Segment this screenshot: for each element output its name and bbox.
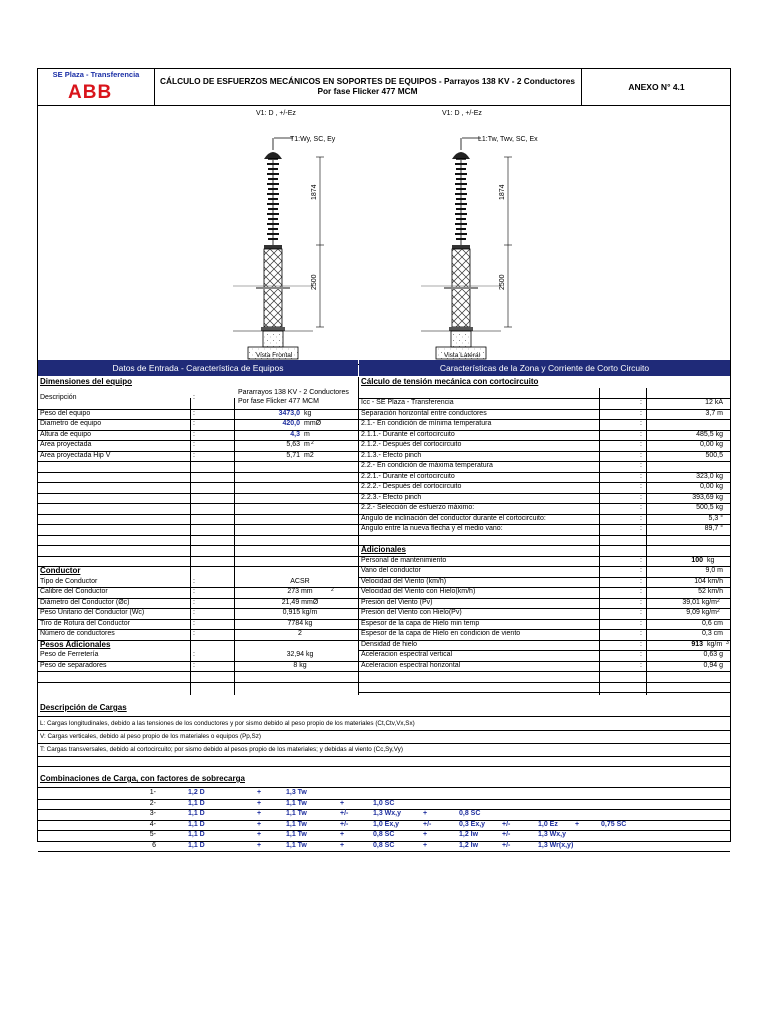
row-tipo: Tipo de Conductor : ACSR <box>38 577 358 589</box>
superscript: 2 <box>717 597 720 604</box>
combo-operator: + <box>575 820 580 828</box>
superscript: 2 <box>717 608 720 614</box>
adic-row: Presión del Viento con Hielo(Pv) : 9,09 kg/m 2 <box>359 608 730 620</box>
combo-term: 1,3 Wr(x,y) <box>538 841 574 849</box>
lateral-dim-insulator: 1874 <box>499 184 506 200</box>
calc-row: 2.1.- En condición de mínima temperatura : <box>359 419 730 431</box>
front-dim-insulator: 1874 <box>311 184 318 200</box>
adic-row: Espesor de la capa de Hielo min temp : 0,6 cm <box>359 619 730 631</box>
pesos-section-title: Pesos Adicionales <box>40 639 111 649</box>
title-line-2: Por fase Flicker 477 MCM <box>317 86 418 96</box>
combo-number: 6 <box>152 841 156 849</box>
logo-cell <box>38 69 155 105</box>
lateral-longitudinal-load-label: L1:Tw, Twv, SC, Ex <box>478 136 538 143</box>
combo-number: 1- <box>149 789 156 796</box>
combo-term: 1,1 D <box>188 820 205 828</box>
row-area: Area proyectada : 5,63 m 2 <box>38 440 358 452</box>
combo-term: 1,1 Tw <box>286 799 307 807</box>
divider <box>38 851 730 852</box>
front-dim-structure: 2500 <box>311 274 318 290</box>
front-view <box>233 138 324 359</box>
combo-operator: + <box>340 841 345 849</box>
empty-row <box>359 682 730 694</box>
calc-row: Icc - SE Plaza - Transferencia : 12 kA <box>359 398 730 410</box>
combo-number: 3- <box>149 810 156 817</box>
adic-row: Velocidad del Viento (km/h) : 104 km/h <box>359 577 730 589</box>
combo-operator: +/- <box>340 820 349 828</box>
adic-row: Aceleracion espectral horizontal : 0,94 g <box>359 661 730 673</box>
combo-term: 0,8 SC <box>373 841 395 849</box>
title-line-1: CÁLCULO DE ESFUERZOS MECÁNICOS EN SOPORTES DE EQUIPOS - Parrayos 138 KV - 2 Conductores <box>160 76 575 86</box>
combo-term: 1,0 Ex,y <box>373 820 400 828</box>
adic-row: Vano del conductor : 9,0 m <box>359 566 730 578</box>
calc-row: Angulo de inclinación del conductor durante el cortocircuito: : 5,3 ° <box>359 514 730 526</box>
adic-row: Densidad de hielo : 913 kg/m 3 <box>359 640 730 652</box>
combo-term: 1,1 Tw <box>286 831 307 838</box>
cargas-l: L: Cargas longitudinales, debido a las tensiones de los conductores y por sismo debido al peso propio de los materiales (Ct,Ctv,Vx,Sx) <box>40 720 415 727</box>
combo-term: 1,1 D <box>188 831 205 838</box>
combo-operator: + <box>423 831 428 838</box>
row-diam: Diametro de equipo : 420,0 mmØ <box>38 419 358 431</box>
row-ferr: Peso de Ferretería : 32,94 kg <box>38 650 358 662</box>
superscript: 2 <box>331 587 334 593</box>
combo-operator: +/- <box>340 810 349 817</box>
input-data-bar: Datos de Entrada - Característica de Equipos <box>38 360 358 376</box>
combo-number: 2- <box>149 799 156 807</box>
row-area2: Area proyectada Hip V : 5,71 m2 <box>38 451 358 463</box>
lateral-vertical-load-label: V1: D , +/-Ez <box>442 110 482 117</box>
cargas-t: T: Cargas transversales, debido al cortocircuito; por sismo debido al pesos propio de los materiales; y debidas al viento (Cc,Sy,Vy) <box>40 746 403 753</box>
row-sep: Peso de separadores : 8 kg <box>38 661 358 673</box>
combo-term: 0,3 Ex,y <box>459 820 486 828</box>
combos-title-row: Combinaciones de Carga, con factores de sobrecarga <box>40 774 245 783</box>
combo-operator: + <box>340 799 345 807</box>
combo-number: 5- <box>149 831 156 838</box>
front-transverse-load-label: T1:Wy, SC, Ey <box>290 136 336 143</box>
combo-operator: + <box>423 841 428 849</box>
combo-operator: +/- <box>502 820 511 828</box>
front-view-caption: Vista Frontal <box>256 352 293 359</box>
combo-operator: + <box>257 820 262 828</box>
row-pu: Peso Unitario del Conductor (Wc) : 0,915 kg/m <box>38 608 358 620</box>
dim-section-title: Dimensiones del equipo <box>40 377 133 386</box>
header <box>38 69 730 106</box>
conductor-section-title: Conductor <box>40 566 81 575</box>
calculation-sheet <box>37 68 731 849</box>
calc-row: 2.2.3.- Efecto pinch : 393,69 kg <box>359 493 730 505</box>
combo-operator: + <box>257 789 262 796</box>
adic-row: Aceleracion espectral vertical : 0,63 g <box>359 650 730 662</box>
combo-term: 1,2 Iw <box>459 841 479 849</box>
zone-data-bar: Características de la Zona y Corriente de Corto Circuito <box>359 360 730 376</box>
combo-operator: +/- <box>502 831 511 838</box>
combo-term: 0,8 SC <box>373 831 395 838</box>
combo-number: 4- <box>149 820 156 828</box>
combo-term: 1,2 Iw <box>459 831 479 838</box>
row-cal: Calibre del Conductor : 273 mm 2 <box>38 587 358 599</box>
annex-number: ANEXO N° 4.1 <box>628 82 685 92</box>
abb-logo: ABB <box>68 82 113 103</box>
calc-section-title: Cálculo de tensión mecánica con cortocircuito <box>359 388 730 400</box>
combo-term: 0,8 SC <box>459 810 481 817</box>
lateral-view-caption: Vista Lateral <box>444 352 481 359</box>
calc-row: 2.1.1.- Durante el cortocircuito : 485,5 kg <box>359 430 730 442</box>
combo-operator: +/- <box>502 841 511 849</box>
site-subtitle: SE Plaza - Transferencia <box>52 70 140 79</box>
document-title <box>154 69 582 105</box>
row-num: Número de conductores : 2 <box>38 629 358 641</box>
combo-operator: + <box>340 831 345 838</box>
combo-term: 1,3 Wx,y <box>538 831 567 838</box>
front-vertical-load-label: V1: D , +/-Ez <box>256 110 296 117</box>
combo-term: 1,3 Wx,y <box>373 810 402 817</box>
calc-row: 2.2.- Selección de esfuerzo máximo: : 500,5 kg <box>359 503 730 515</box>
row-peso: Peso del equipo : 3473,0 kg <box>38 409 358 421</box>
combo-operator: + <box>257 841 262 849</box>
combo-term: 1,2 D <box>188 789 205 796</box>
combo-term: 1,1 D <box>188 841 205 849</box>
calc-row: 2.1.3.- Efecto pinch : 500,5 <box>359 451 730 463</box>
combo-operator: + <box>257 810 262 817</box>
combo-operator: + <box>257 831 262 838</box>
adic-row: Personal de mantenimiento : 100 kg <box>359 556 730 568</box>
calc-row: 2.2.1.- Durante el cortocircuito : 323,0 kg <box>359 472 730 484</box>
combo-term: 1,1 Tw <box>286 810 307 817</box>
desc-row: Descripción : Pararrayos 138 KV - 2 Conductores Por fase Flicker 477 MCM <box>38 388 358 410</box>
lateral-dim-structure: 2500 <box>499 274 506 290</box>
combo-term: 1,1 D <box>188 810 205 817</box>
adic-row: Presión del Viento (Pv) : 39,01 kg/m 2 <box>359 598 730 610</box>
combo-operator: + <box>423 810 428 817</box>
empty-row <box>38 671 358 683</box>
combo-term: 1,1 Tw <box>286 841 307 849</box>
row-tiro: Tiro de Rotura del Conductor : 7784 kg <box>38 619 358 631</box>
cargas-v: V: Cargas verticales, debido al peso propio de los materiales o equipos (Pp,Sz) <box>40 733 261 740</box>
lateral-view <box>421 138 512 359</box>
cargas-title-row: Descripción de Cargas <box>40 703 127 712</box>
combo-term: 1,3 Tw <box>286 789 307 796</box>
equipment-drawing <box>38 105 730 365</box>
adic-row: Velocidad del Viento con Hielo(km/h) : 52 km/h <box>359 587 730 599</box>
combo-term: 1,1 Tw <box>286 820 307 828</box>
superscript: 2 <box>311 440 314 446</box>
calc-row: Separación horizontal entre conductores : 3,7 m <box>359 409 730 421</box>
adic-section-title: Adicionales <box>359 545 730 557</box>
calc-row: 2.2.2.- Después del cortocircuito : 0,00 kg <box>359 482 730 494</box>
data-table <box>38 377 730 849</box>
combo-operator: + <box>257 799 262 807</box>
adic-row: Espesor de la capa de Hielo en condicion de viento : 0,3 cm <box>359 629 730 641</box>
combo-term: 0,75 SC <box>601 820 627 828</box>
calc-row: 2.2.- En condición de máxima temperatura : <box>359 461 730 473</box>
combo-term: 1,0 Ez <box>538 820 558 828</box>
row-dc: Diámetro del Conductor (Øc) : 21,49 mmØ <box>38 598 358 610</box>
combo-operator: +/- <box>423 820 432 828</box>
calc-row: Angulo entre la nueva flecha y el medio vano: : 89,7 ° <box>359 524 730 536</box>
arrester-drawing-svg <box>38 105 730 363</box>
superscript: 3 <box>726 639 729 646</box>
combo-term: 1,0 SC <box>373 799 395 807</box>
calc-row: 2.1.2.- Después del cortocircuito : 0,00 kg <box>359 440 730 452</box>
combo-term: 1,1 D <box>188 799 205 807</box>
row-alt: Altura de equipo : 4,3 m <box>38 430 358 442</box>
